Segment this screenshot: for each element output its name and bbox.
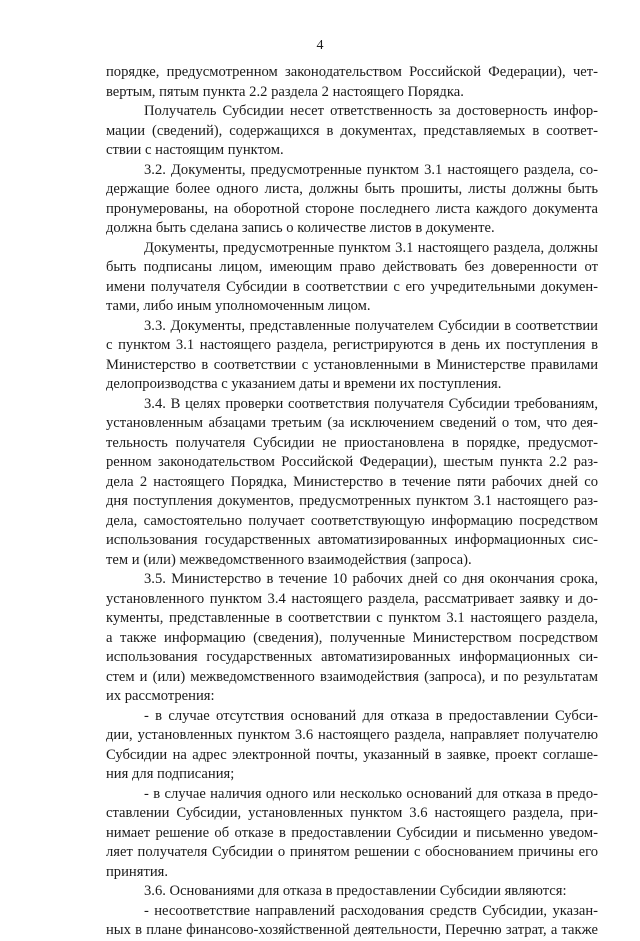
text-line: дела, самостоятельно получает соответствующую информацию посредством [106, 512, 598, 529]
text-line: дела 2 настоящего Порядка, Министерство в течение пяти рабочих дней со [106, 473, 598, 490]
text-line: - несоответствие направлений расходования средств Субсидии, указан- [144, 902, 598, 919]
text-line: а также информацию (сведения), полученные Министерством посредством [106, 629, 598, 646]
text-line: с пунктом 3.1 настоящего раздела, регистрируются в день их поступления в [106, 337, 598, 353]
text-line: вертым, пятым пункта 2.2 раздела 2 настоящего Порядка. [106, 83, 464, 100]
body-text [106, 63, 598, 941]
text-line: порядке, предусмотренном законодательством Российской Федерации), чет- [106, 64, 598, 80]
text-line: установленным абзацами третьим (за исключением сведений о том, что дея- [106, 415, 598, 431]
text-line: нимает решение об отказе в предоставлении Субсидии и письменно уведом- [106, 824, 598, 841]
text-line: использования государственных автоматизированных информационных сис- [106, 532, 598, 548]
text-line: Получатель Субсидии несет ответственность за достоверность инфор- [144, 103, 598, 119]
text-line: ния для подписания; [106, 766, 235, 782]
text-line: держащие более одного листа, должны быть прошиты, листы должны быть [106, 181, 598, 197]
text-line: быть подписаны лицом, имеющим право действовать без доверенности от [106, 259, 598, 275]
text-line: ных в плане финансово-хозяйственной деятельности, Перечню затрат, а также [106, 922, 598, 938]
text-line: дии, установленных пунктом 3.6 настоящего раздела, направляет получателю [106, 727, 598, 743]
text-line: мации (сведений), содержащихся в документах, представляемых в соответ- [106, 122, 598, 139]
text-line: тем и (или) межведомственного взаимодействия (запроса). [106, 551, 472, 568]
text-line: Министерство в соответствии с установленными в Министерстве правилами [106, 356, 598, 373]
text-line: ствии с настоящим пунктом. [106, 142, 284, 158]
text-line: дня поступления документов, предусмотренных пунктом 3.1 настоящего раз- [106, 493, 598, 509]
text-line: тами, либо иным уполномоченным лицом. [106, 298, 371, 314]
text-line: - в случае наличия одного или несколько оснований для отказа в предо- [144, 785, 598, 802]
text-line: Субсидии на адрес электронной почты, указанный в заявке, проект соглаше- [106, 746, 598, 763]
text-line: принятия. [106, 863, 168, 880]
text-line: - в случае отсутствия оснований для отказа в предоставлении Субси- [144, 707, 598, 724]
text-line: стем и (или) межведомственного взаимодействия (запроса), и по результатам [106, 668, 598, 685]
text-line: делопроизводства с указанием даты и времени их поступления. [106, 376, 502, 392]
page-number: 4 [316, 38, 324, 53]
text-line: пронумерованы, на оборотной стороне последнего листа каждого документа [106, 200, 598, 217]
text-line: кументы, представленные в соответствии с пунктом 3.1 настоящего раздела, [106, 610, 598, 626]
text-line: имени получателя Субсидии в соответствии с его учредительными докумен- [106, 278, 598, 295]
text-line: 3.2. Документы, предусмотренные пунктом 3.1 настоящего раздела, со- [144, 161, 598, 178]
text-line: должна быть сделана запись о количестве листов в документе. [106, 220, 495, 236]
text-line: 3.6. Основаниями для отказа в предоставлении Субсидии являются: [144, 883, 567, 899]
text-line: ляет получателя Субсидии о принятом решении с обоснованием причины его [106, 844, 598, 860]
text-line: установленного пунктом 3.4 настоящего раздела, рассматривает заявку и до- [106, 590, 598, 607]
text-line: 3.3. Документы, представленные получателем Субсидии в соответствии [144, 317, 598, 334]
text-line: ставлении Субсидии, установленных пунктом 3.6 настоящего раздела, при- [106, 805, 598, 821]
text-line: Документы, предусмотренные пунктом 3.1 настоящего раздела, должны [144, 239, 598, 256]
text-line: использования государственных автоматизированных информационных си- [106, 649, 598, 665]
text-line: тельность получателя Субсидии не приостановлена в порядке, предусмот- [106, 434, 598, 451]
text-line: 3.5. Министерство в течение 10 рабочих дней со дня окончания срока, [144, 571, 598, 587]
text-line: 3.4. В целях проверки соответствия получателя Субсидии требованиям, [144, 395, 598, 412]
text-line: их рассмотрения: [106, 688, 215, 704]
text-line: ренном законодательством Российской Федерации), шестым пункта 2.2 раз- [106, 454, 598, 470]
